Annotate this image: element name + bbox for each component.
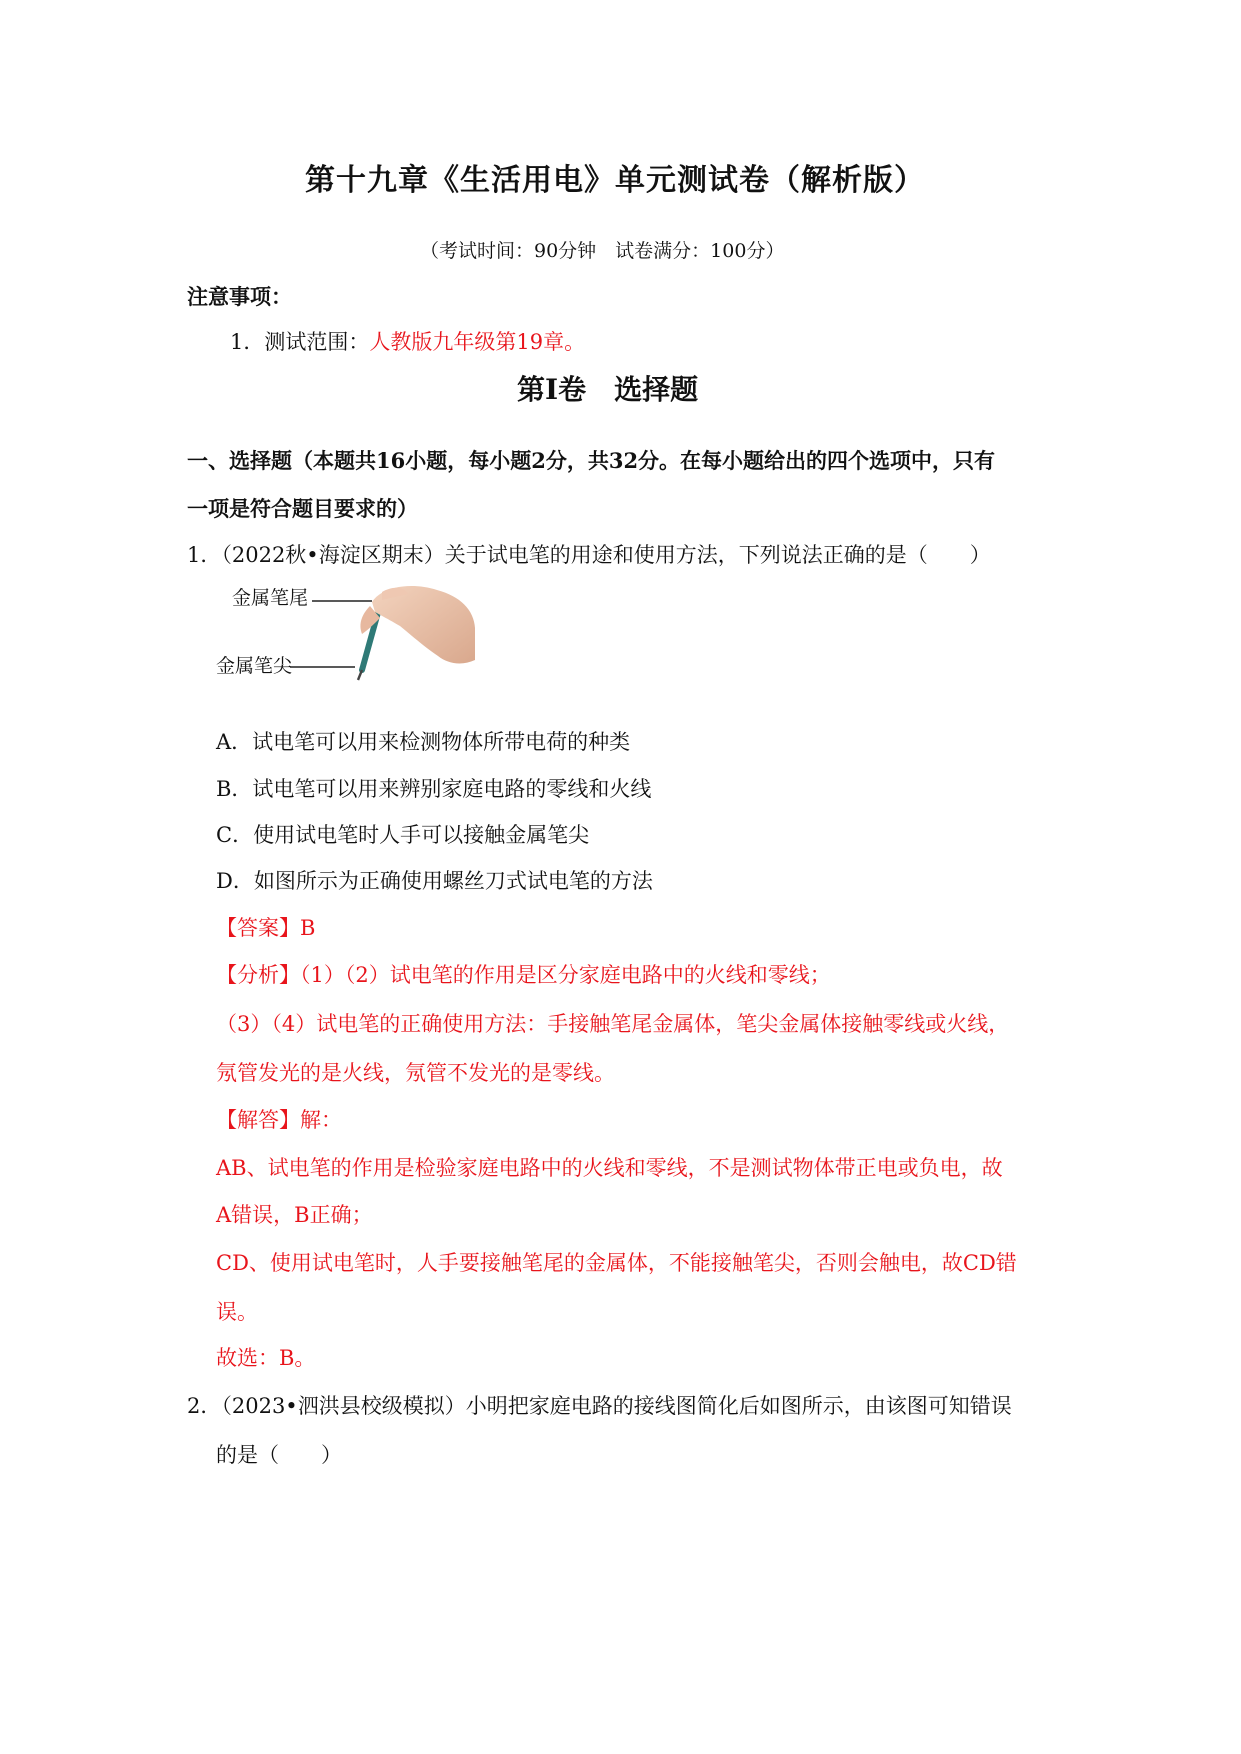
question-1-solution-1: AB、试电笔的作用是检验家庭电路中的火线和零线，不是测试物体带正电或负电，故: [216, 1156, 1003, 1180]
question-1-solution-heading: 【解答】解：: [216, 1108, 342, 1132]
exam-info: （考试时间：90分钟 试卷满分：100分）: [420, 240, 785, 262]
question-1-solution-2: A错误，B正确；: [216, 1203, 373, 1227]
question-1-answer: 【答案】B: [216, 916, 316, 940]
figure-label-bottom: 金属笔尖: [216, 656, 293, 677]
notice-item-1-value: 人教版九年级第19章。: [369, 330, 586, 354]
notice-heading: 注意事项：: [187, 284, 292, 309]
notice-item-1-label: 1．测试范围：: [230, 330, 370, 354]
question-1-option-d: D．如图所示为正确使用螺丝刀式试电笔的方法: [216, 869, 653, 893]
question-1-conclusion: 故选：B。: [216, 1346, 316, 1370]
figure-label-top: 金属笔尾: [232, 588, 309, 609]
question-2-stem-line2: 的是（ ）: [216, 1443, 342, 1467]
question-1-option-a: A．试电笔可以用来检测物体所带电荷的种类: [216, 730, 631, 754]
test-pen-figure: [212, 580, 482, 695]
question-1-solution-3: CD、使用试电笔时，人手要接触笔尾的金属体，不能接触笔尖，否则会触电，故CD错: [216, 1251, 1017, 1275]
question-1-option-b: B．试电笔可以用来辨别家庭电路的零线和火线: [216, 777, 652, 801]
question-1-stem: 1．（2022秋•海淀区期末）关于试电笔的用途和使用方法，下列说法正确的是（ ）: [187, 543, 991, 567]
volume-title: 第Ⅰ卷 选择题: [517, 373, 699, 406]
page-title: 第十九章《生活用电》单元测试卷（解析版）: [305, 163, 925, 198]
part1-heading-line2: 一项是符合题目要求的）: [187, 496, 418, 521]
question-1-solution-4: 误。: [216, 1300, 258, 1324]
question-1-analysis-2: （3）（4）试电笔的正确使用方法：手接触笔尾金属体，笔尖金属体接触零线或火线，: [216, 1012, 1010, 1036]
question-1-analysis-3: 氖管发光的是火线，氖管不发光的是零线。: [216, 1061, 615, 1085]
question-1-analysis-1: 【分析】（1）（2）试电笔的作用是区分家庭电路中的火线和零线；: [216, 963, 831, 987]
question-1-option-c: C．使用试电笔时人手可以接触金属笔尖: [216, 823, 590, 847]
question-2-stem-line1: 2．（2023•泗洪县校级模拟）小明把家庭电路的接线图简化后如图所示，由该图可知错误: [187, 1394, 1012, 1418]
notice-item-1: [230, 327, 585, 357]
part1-heading-line1: 一、选择题（本题共16小题，每小题2分，共32分。在每小题给出的四个选项中，只有: [187, 448, 996, 473]
